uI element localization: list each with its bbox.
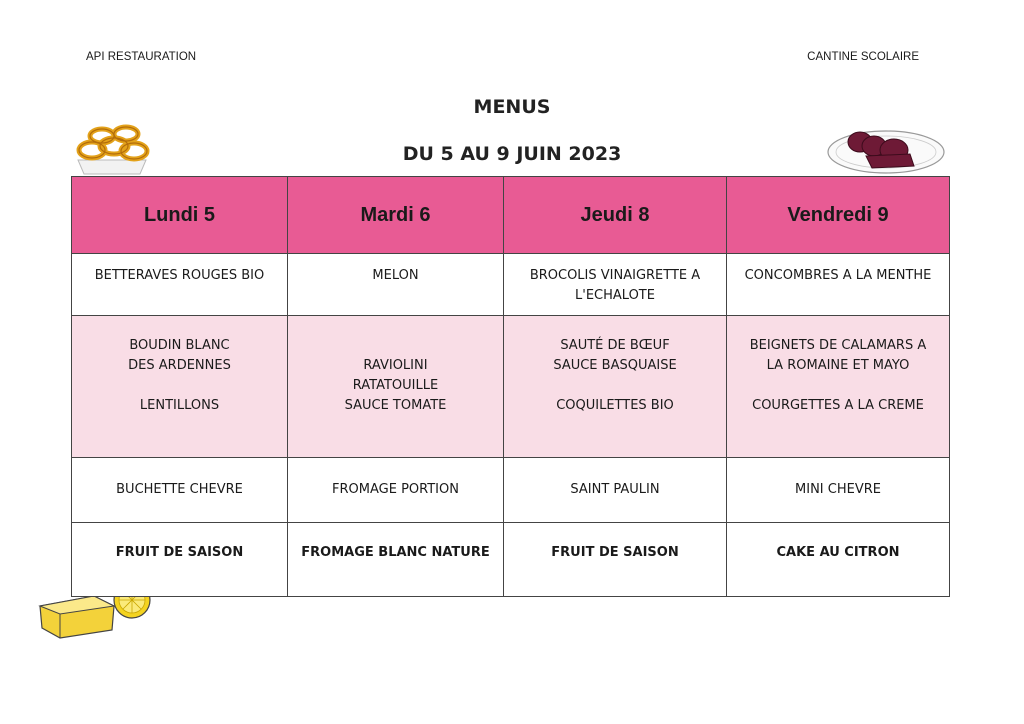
dish-line: SAUTÉ DE BŒUF: [560, 338, 670, 353]
menu-cell: CAKE AU CITRON: [727, 523, 950, 597]
dish-line: [292, 336, 499, 356]
dish-line: BROCOLIS VINAIGRETTE A: [529, 268, 701, 283]
dish-line: MELON: [372, 268, 419, 283]
day-header: Lundi 5: [72, 177, 288, 254]
dish-line: BEIGNETS DE CALAMARS A: [749, 338, 927, 353]
menu-cell: [72, 316, 288, 458]
dish-line: [76, 376, 283, 396]
dish-line: BETTERAVES ROUGES BIO: [94, 268, 265, 283]
dish-line: L'ECHALOTE: [575, 288, 655, 303]
menu-cell: FROMAGE BLANC NATURE: [288, 523, 504, 597]
dish-line: DES ARDENNES: [128, 358, 231, 373]
dish-line: [731, 376, 945, 396]
dish-line: CONCOMBRES A LA MENTHE: [744, 268, 932, 283]
menu-cell: [288, 254, 504, 316]
dish-line: RATATOUILLE: [352, 378, 439, 393]
dish-line: LENTILLONS: [139, 398, 220, 413]
dish-line: LA ROMAINE ET MAYO: [766, 358, 910, 373]
beetroot-plate-icon: [826, 128, 948, 176]
menu-cell: FRUIT DE SAISON: [72, 523, 288, 597]
dish-line: SAUCE TOMATE: [344, 398, 447, 413]
menu-cell: BUCHETTE CHEVRE: [72, 458, 288, 523]
menu-cell: [72, 254, 288, 316]
page-title: MENUS: [473, 96, 551, 118]
dessert-row: [72, 523, 950, 597]
date-range: DU 5 AU 9 JUIN 2023: [402, 143, 622, 165]
menu-cell: [288, 316, 504, 458]
dish-line: SAUCE BASQUAISE: [553, 358, 677, 373]
weekly-menu-table: [71, 176, 950, 597]
onion-rings-icon: [64, 118, 160, 178]
menu-cell: FROMAGE PORTION: [288, 458, 504, 523]
menu-cell: [504, 316, 727, 458]
dish-line: RAVIOLINI: [363, 358, 428, 373]
dish-line: COURGETTES A LA CREME: [752, 398, 924, 413]
day-header: Mardi 6: [288, 177, 504, 254]
dish-line: COQUILETTES BIO: [556, 398, 674, 413]
org-name: API RESTAURATION: [86, 51, 197, 63]
menu-cell: SAINT PAULIN: [504, 458, 727, 523]
menu-cell: MINI CHEVRE: [727, 458, 950, 523]
day-header: Jeudi 8: [504, 177, 727, 254]
main-course-row: [72, 316, 950, 458]
day-header-row: [72, 177, 950, 254]
menu-cell: [727, 254, 950, 316]
starter-row: [72, 254, 950, 316]
school-canteen-label: CANTINE SCOLAIRE: [807, 51, 919, 63]
menu-cell: [504, 254, 727, 316]
menu-cell: FRUIT DE SAISON: [504, 523, 727, 597]
cheese-row: [72, 458, 950, 523]
dish-line: [508, 376, 722, 396]
menu-cell: [727, 316, 950, 458]
dish-line: BOUDIN BLANC: [129, 338, 230, 353]
day-header: Vendredi 9: [727, 177, 950, 254]
